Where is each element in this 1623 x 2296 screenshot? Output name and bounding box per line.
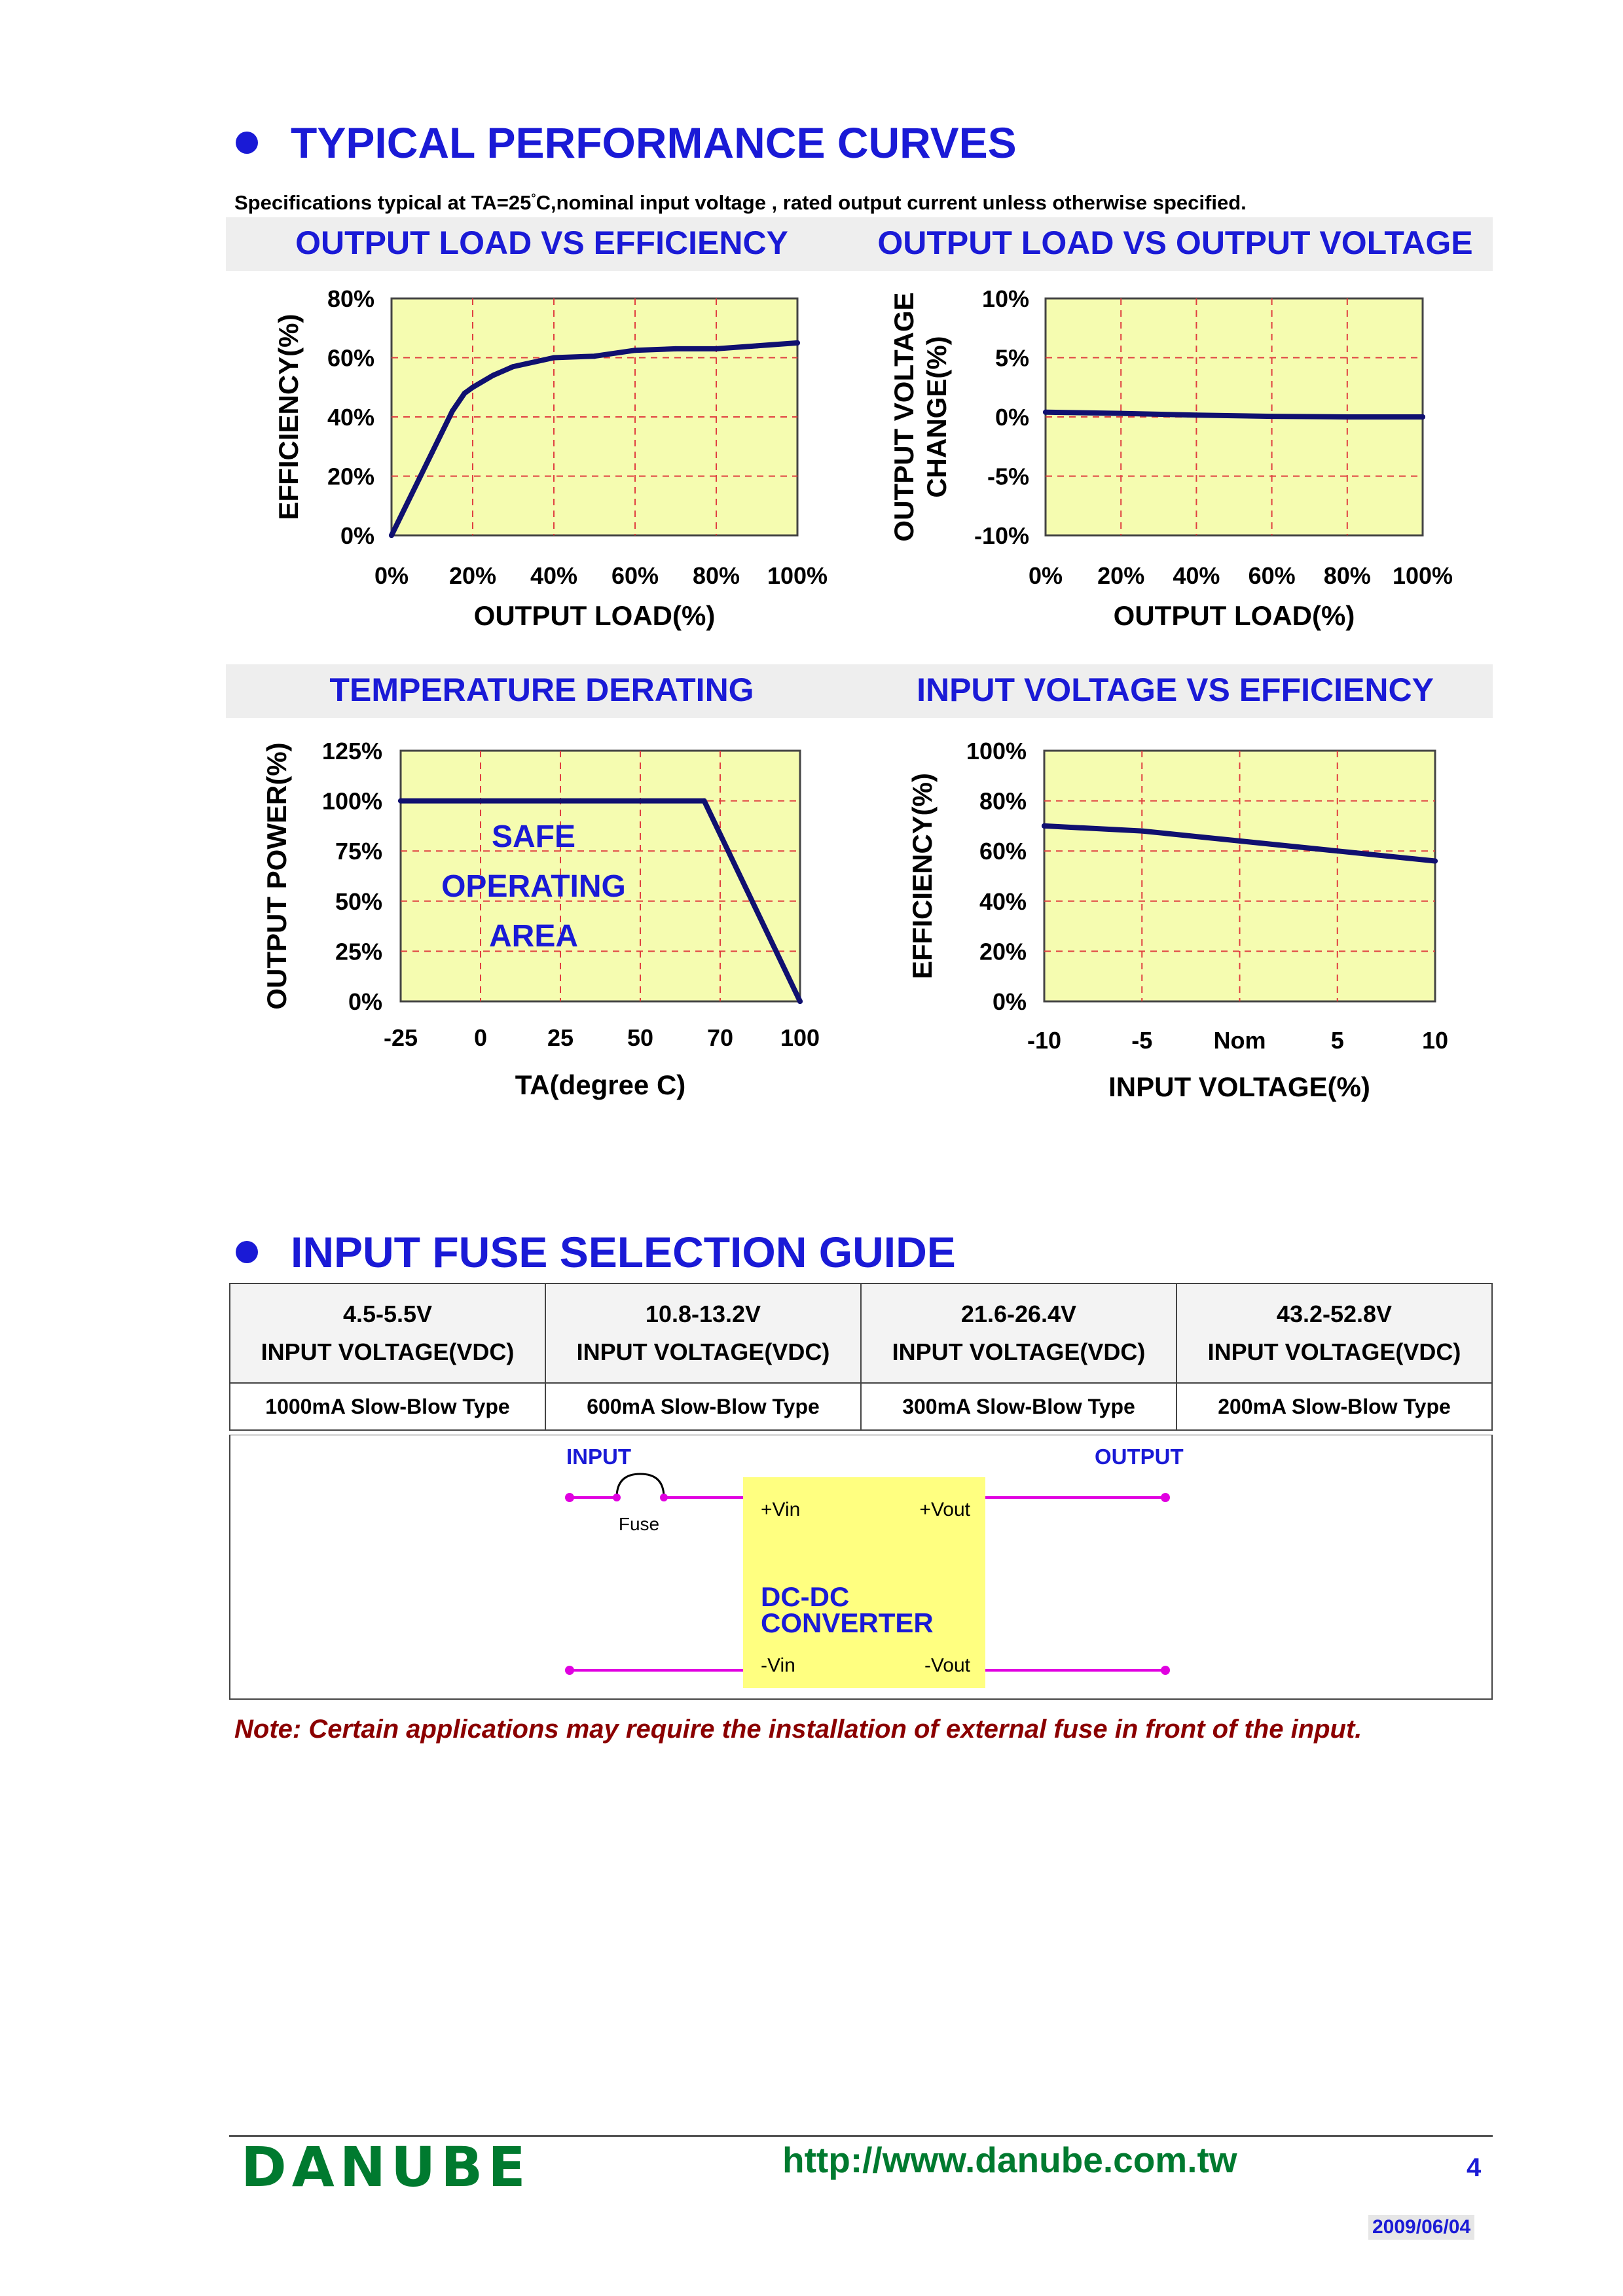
- y-tick-label: 25%: [335, 938, 382, 965]
- y-tick-label: 125%: [321, 738, 382, 764]
- fuse-label: Fuse: [618, 1514, 660, 1534]
- converter-label-line2: CONVERTER: [761, 1607, 934, 1638]
- vin-plus-label: +Vin: [761, 1499, 801, 1520]
- voltage-label: INPUT VOLTAGE(VDC): [576, 1338, 830, 1365]
- diagram-input-label: INPUT: [566, 1444, 631, 1469]
- y-tick-label: 40%: [979, 888, 1027, 915]
- x-tick-label: 5: [1330, 1027, 1344, 1054]
- x-tick-label: 100: [780, 1024, 820, 1051]
- y-tick-label: 80%: [979, 787, 1027, 815]
- fuse-terminal-right: [660, 1494, 668, 1501]
- y-tick-label: 50%: [335, 888, 382, 915]
- y-tick-label: 0%: [348, 988, 382, 1015]
- y-axis-label-line1: OUTPUT VOLTAGE: [888, 292, 919, 542]
- y-axis-label: EFFICIENCY(%): [907, 773, 938, 979]
- y-tick-label: 75%: [335, 838, 382, 865]
- y-tick-label: 0%: [994, 404, 1029, 431]
- data-point: [1432, 859, 1438, 864]
- safe-operating-area-annotation: SAFE: [491, 819, 576, 855]
- x-tick-label: 40%: [1173, 562, 1220, 589]
- diagram-output-label: OUTPUT: [1095, 1444, 1184, 1469]
- spec-prefix: Specifications typical at TA=25: [234, 191, 532, 214]
- y-tick-label: -10%: [974, 522, 1029, 549]
- y-tick-label: 80%: [327, 285, 374, 312]
- y-tick-label: 20%: [327, 463, 374, 490]
- spec-suffix: C,nominal input voltage , rated output current unless otherwise specified.: [536, 191, 1247, 214]
- x-axis-label: INPUT VOLTAGE(%): [1108, 1071, 1370, 1102]
- y-tick-label: 5%: [994, 344, 1029, 372]
- x-tick-label: 60%: [611, 562, 659, 589]
- y-tick-label: -5%: [987, 463, 1029, 490]
- y-axis-label-line2: CHANGE(%): [921, 336, 952, 498]
- vout-minus-label: -Vout: [924, 1655, 970, 1676]
- data-point: [1237, 838, 1243, 844]
- x-tick-label: 50: [627, 1024, 654, 1051]
- x-tick-label: 40%: [530, 562, 578, 589]
- y-tick-label: 20%: [979, 938, 1027, 965]
- x-tick-label: Nom: [1213, 1027, 1266, 1054]
- fuse-col-1-header: [545, 1283, 861, 1383]
- chart-title-temp-derating: TEMPERATURE DERATING: [329, 672, 754, 708]
- y-tick-label: 10%: [981, 285, 1029, 312]
- y-tick-label: 60%: [327, 344, 374, 372]
- y-tick-label: 100%: [966, 738, 1027, 764]
- x-tick-label: 0: [473, 1024, 488, 1051]
- bullet-icon: [236, 1241, 258, 1263]
- y-tick-label: 0%: [992, 988, 1027, 1015]
- fuse-note: Note: Certain applications may require the installation of external fuse in front of the input.: [234, 1715, 1362, 1744]
- page-number: 4: [1467, 2153, 1482, 2182]
- document-date: 2009/06/04: [1368, 2215, 1474, 2240]
- fuse-section-title-text: INPUT FUSE SELECTION GUIDE: [291, 1228, 956, 1276]
- fuse-type-0: 1000mA Slow-Blow Type: [230, 1383, 545, 1430]
- fuse-table-header-row: [230, 1283, 1492, 1383]
- safe-operating-area-annotation: AREA: [488, 919, 579, 954]
- x-tick-label: 10: [1421, 1027, 1449, 1054]
- website-link[interactable]: http://www.danube.com.tw: [782, 2140, 1237, 2180]
- x-tick-label: -5: [1131, 1027, 1153, 1054]
- x-tick-label: 100%: [767, 562, 828, 589]
- x-tick-label: 70: [706, 1024, 734, 1051]
- brand-logo: DANUBE: [241, 2135, 531, 2199]
- x-tick-label: 100%: [1392, 562, 1453, 589]
- x-tick-label: 20%: [448, 562, 497, 589]
- y-tick-label: 0%: [340, 522, 374, 549]
- x-tick-label: -10: [1027, 1027, 1062, 1054]
- fuse-icon: [617, 1474, 664, 1498]
- fuse-col-0-header: [230, 1283, 545, 1383]
- data-point: [1042, 823, 1047, 829]
- section-title-text: TYPICAL PERFORMANCE CURVES: [291, 118, 1017, 167]
- fuse-col-3-header: [1176, 1283, 1492, 1383]
- y-tick-label: 100%: [321, 787, 382, 815]
- x-axis-label: OUTPUT LOAD(%): [1113, 600, 1355, 631]
- fuse-type-1: 600mA Slow-Blow Type: [545, 1383, 861, 1430]
- y-tick-label: 60%: [979, 838, 1027, 865]
- data-point: [1139, 829, 1144, 834]
- chart-title-load-volt: OUTPUT LOAD VS OUTPUT VOLTAGE: [877, 224, 1473, 261]
- chart-input-voltage-vs-efficiency: [0, 0, 1623, 1145]
- input-plus-terminal: [565, 1493, 574, 1502]
- y-axis-label: OUTPUT POWER(%): [261, 742, 292, 1010]
- chart-title-vin-eff: INPUT VOLTAGE VS EFFICIENCY: [917, 672, 1434, 708]
- fuse-type-3: 200mA Slow-Blow Type: [1176, 1383, 1492, 1430]
- voltage-label: INPUT VOLTAGE(VDC): [1207, 1338, 1461, 1365]
- output-plus-terminal: [1161, 1493, 1170, 1502]
- fuse-wiring-diagram: [229, 1435, 1493, 1700]
- output-minus-terminal: [1161, 1666, 1170, 1675]
- x-tick-label: 20%: [1097, 562, 1145, 589]
- y-axis-label: EFFICIENCY(%): [273, 314, 304, 520]
- fuse-section-title: [236, 1227, 956, 1277]
- x-axis-label: TA(degree C): [515, 1069, 686, 1100]
- y-tick-label: 40%: [327, 404, 374, 431]
- x-axis-label: OUTPUT LOAD(%): [473, 600, 716, 631]
- voltage-label: INPUT VOLTAGE(VDC): [892, 1338, 1146, 1365]
- x-tick-label: 60%: [1248, 562, 1296, 589]
- x-tick-label: 0%: [374, 562, 409, 589]
- fuse-table-row: [230, 1383, 1492, 1430]
- input-minus-terminal: [565, 1666, 574, 1675]
- x-tick-label: -25: [383, 1024, 418, 1051]
- x-tick-label: 80%: [692, 562, 740, 589]
- chart-title-load-eff: OUTPUT LOAD VS EFFICIENCY: [295, 224, 788, 261]
- voltage-range: 10.8-13.2V: [645, 1300, 761, 1327]
- vin-minus-label: -Vin: [761, 1655, 795, 1676]
- fuse-terminal-left: [613, 1494, 621, 1501]
- voltage-range: 4.5-5.5V: [342, 1300, 433, 1327]
- x-tick-label: 80%: [1323, 562, 1371, 589]
- voltage-label: INPUT VOLTAGE(VDC): [261, 1338, 515, 1365]
- fuse-col-2-header: [861, 1283, 1176, 1383]
- data-point: [1335, 848, 1340, 853]
- fuse-table: [229, 1283, 1493, 1431]
- safe-operating-area-annotation: OPERATING: [441, 869, 626, 905]
- voltage-range: 21.6-26.4V: [960, 1300, 1077, 1327]
- vout-plus-label: +Vout: [919, 1499, 970, 1520]
- x-tick-label: 25: [547, 1024, 574, 1051]
- converter-label-line1: DC-DC: [761, 1581, 850, 1612]
- fuse-type-2: 300mA Slow-Blow Type: [861, 1383, 1176, 1430]
- spec-degree: °: [531, 191, 536, 205]
- voltage-range: 43.2-52.8V: [1276, 1300, 1393, 1327]
- x-tick-label: 0%: [1028, 562, 1063, 589]
